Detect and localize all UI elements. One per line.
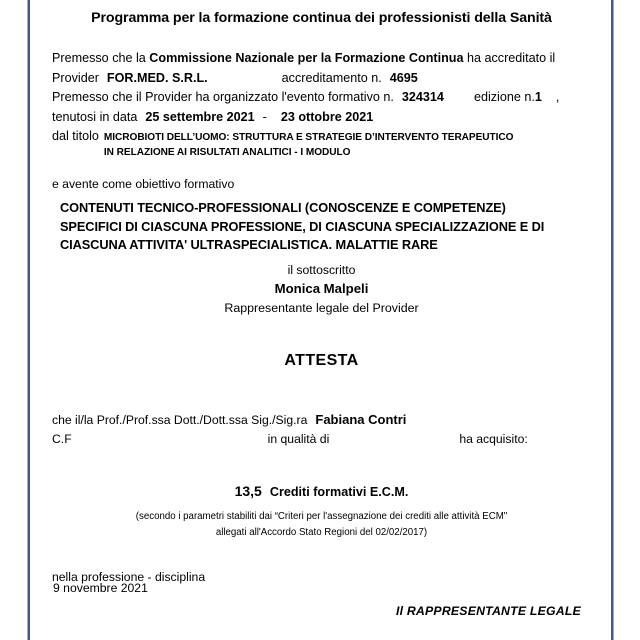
objective-line-1: CONTENUTI TECNICO-PROFESSIONALI (CONOSCENZE E COMPETENZE) <box>60 200 506 215</box>
recipient-block <box>52 410 591 449</box>
signatory-name: Monica Malpeli <box>274 280 369 296</box>
premesso-line-dates <box>52 108 591 128</box>
page-border-left <box>27 0 30 640</box>
certificate-body <box>32 0 611 640</box>
edition-label: edizione n. <box>473 90 535 104</box>
objective-line-2: SPECIFICI DI CIASCUNA PROFESSIONE, DI CIASCUNA SPECIALIZZAZIONE E DI <box>60 218 545 234</box>
provider-label: Provider <box>52 70 99 85</box>
date-separator: - <box>262 109 267 124</box>
acquired-label: ha acquisito: <box>459 431 528 446</box>
objective-line-3: CIASCUNA ATTIVITA' ULTRASPECIALISTICA. MALATTIE RARE <box>60 237 438 252</box>
course-title <box>104 130 514 160</box>
date-end: 23 ottobre 2021 <box>280 109 374 124</box>
commission-name: Commissione Nazionale per la Formazione Continua <box>149 51 464 65</box>
profession-line: nella professione - disciplina <box>52 569 206 584</box>
event-prefix: Premesso che il Provider ha organizzato l'evento formativo n. <box>52 90 394 104</box>
accreditation-number: 4695 <box>389 70 418 85</box>
event-number: 324314 <box>401 90 444 104</box>
credits-footnote-line-1: (secondo i parametri stabiliti dai “Criteri per l'assegnazione dei crediti alle attività ECM" <box>135 510 508 522</box>
course-title-line-2: IN RELAZIONE AI RISULTATI ANALITICI - I MODULO <box>103 147 351 158</box>
provider-name: FOR.MED. S.R.L. <box>106 70 208 85</box>
recipient-titles-prefix: che il/la Prof./Prof.ssa Dott./Dott.ssa Sig./Sig.ra <box>52 412 308 427</box>
premesso-line-commission <box>52 49 591 69</box>
credits-footnote-line-2: allegati all'Accordo Stato Regioni del 02/02/2017) <box>215 527 428 538</box>
course-title-label: dal titolo <box>52 129 99 143</box>
attesta-heading: ATTESTA <box>284 351 359 369</box>
course-title-line-1: MICROBIOTI DELL’UOMO: STRUTTURA E STRATEGIE D’INTERVENTO TERAPEUTICO <box>103 132 514 143</box>
recipient-name-line <box>52 410 591 430</box>
edition-number: 1 <box>534 90 542 104</box>
credits-row <box>52 483 591 501</box>
signatory-block <box>52 262 591 317</box>
signature-title: Il RAPPRESENTANTE LEGALE <box>396 604 581 618</box>
credits-value: 13,5 <box>234 482 262 499</box>
credits-footnote <box>52 509 591 542</box>
objective-body <box>52 199 591 255</box>
premesso-line-provider <box>52 69 591 89</box>
recipient-name: Fabiana Contri <box>315 411 407 427</box>
premesso-line-event <box>52 88 591 108</box>
cf-label: C.F <box>52 431 72 446</box>
signatory-role: Rappresentante legale del Provider <box>224 300 419 315</box>
credits-label: Crediti formativi E.C.M. <box>269 484 409 499</box>
course-title-row <box>52 128 591 160</box>
premesso-suffix: ha accreditato il <box>463 51 556 65</box>
objective-intro: e avente come obiettivo formativo <box>52 177 235 191</box>
recipient-details-line <box>52 430 591 449</box>
edition-comma: , <box>555 90 560 104</box>
date-start: 25 settembre 2021 <box>145 109 255 124</box>
page-border-right <box>611 0 614 640</box>
issue-date: 9 novembre 2021 <box>53 581 148 595</box>
accreditation-label: accreditamento n. <box>281 70 382 85</box>
premesso-prefix: Premesso che la <box>52 51 150 65</box>
role-label: in qualità di <box>267 431 330 446</box>
signatory-intro: il sottoscritto <box>287 262 356 277</box>
dates-label: tenutosi in data <box>52 109 138 124</box>
page-title: Programma per la formazione continua dei professionisti della Sanità <box>91 10 552 26</box>
premesso-block <box>52 49 591 160</box>
